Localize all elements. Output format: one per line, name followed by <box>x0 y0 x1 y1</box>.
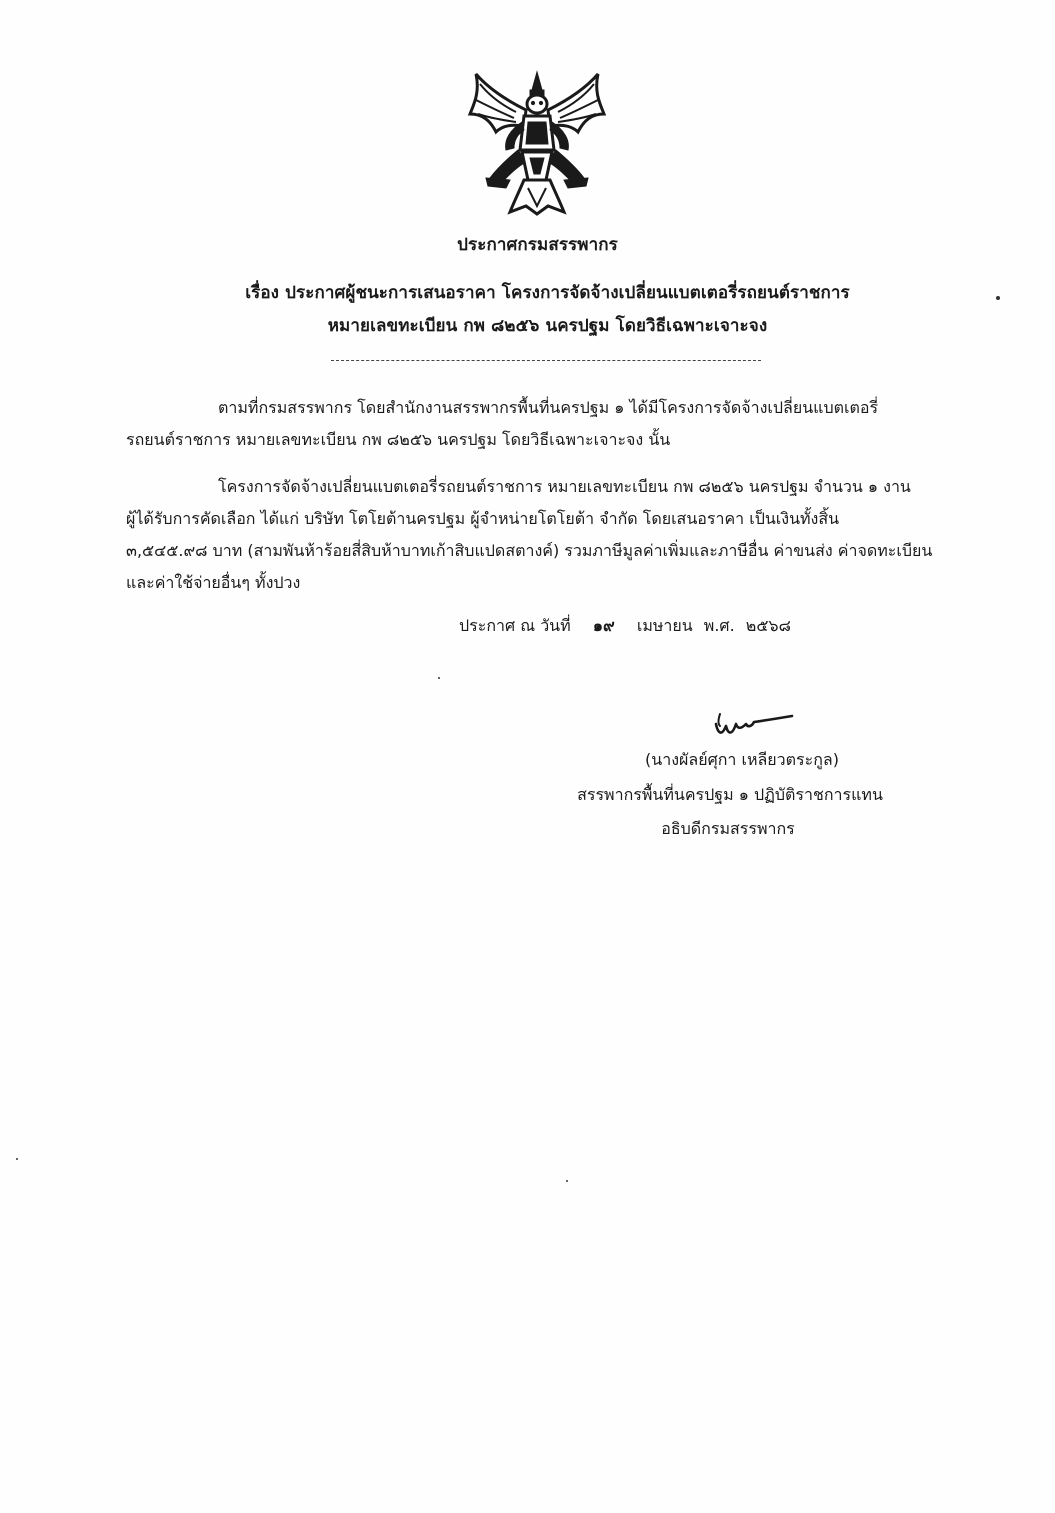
scan-speck <box>438 677 440 679</box>
date-year: ๒๕๖๘ <box>745 616 791 635</box>
scan-speck <box>16 1158 18 1160</box>
scan-speck <box>566 1180 568 1182</box>
paragraph-1-line-1: ตามที่กรมสรรพากร โดยสำนักงานสรรพากรพื้นที่นครปฐม ๑ ได้มีโครงการจัดจ้างเปลี่ยนแบตเตอรี่ <box>218 398 879 417</box>
paragraph-1-line-2: รถยนต์ราชการ หมายเลขทะเบียน กพ ๘๒๕๖ นครปฐม โดยวิธีเฉพาะเจาะจง นั้น <box>126 430 671 449</box>
paragraph-2-line-1: โครงการจัดจ้างเปลี่ยนแบตเตอรี่รถยนต์ราชการ หมายเลขทะเบียน กพ ๘๒๕๖ นครปฐม จำนวน ๑ งาน <box>218 477 911 496</box>
handwritten-signature-icon <box>712 704 796 748</box>
paragraph-2-line-4: และค่าใช้จ่ายอื่นๆ ทั้งปวง <box>126 573 301 592</box>
date-day: ๑๙ <box>592 616 615 635</box>
scan-speck <box>996 296 1000 300</box>
date-era: พ.ศ. <box>703 616 735 635</box>
paragraph-2-line-3: ๓,๕๔๕.๙๘ บาท (สามพันห้าร้อยสี่สิบห้าบาทเก้าสิบแปดสตางค์) รวมภาษีมูลค่าเพิ่มและภาษีอื่น ค่าขนส่ง ค่าจดทะเบียน <box>126 541 933 560</box>
body-paragraph-1 <box>126 392 971 456</box>
signatory-name: (นางผัลย์ศุกา เหลียวตระกูล) <box>645 750 839 769</box>
announcement-subject: เรื่อง ประกาศผู้ชนะการเสนอราคา โครงการจัดจ้างเปลี่ยนแบตเตอรี่รถยนต์ราชการ <box>245 283 850 303</box>
announcement-subject-continued: หมายเลขทะเบียน กพ ๘๒๕๖ นครปฐม โดยวิธีเฉพาะเจาะจง <box>327 316 768 336</box>
date-prefix: ประกาศ ณ วันที่ <box>459 616 571 635</box>
announcement-date <box>459 614 797 639</box>
signatory-position-continued: อธิบดีกรมสรรพากร <box>661 819 795 838</box>
announcement-organization: ประกาศกรมสรรพากร <box>457 235 618 255</box>
garuda-emblem-icon <box>466 70 608 216</box>
signatory-position: สรรพากรพื้นที่นครปฐม ๑ ปฏิบัติราชการแทน <box>577 785 883 804</box>
paragraph-2-line-2: ผู้ได้รับการคัดเลือก ได้แก่ บริษัท โตโยต้านครปฐม ผู้จำหน่ายโตโยต้า จำกัด โดยเสนอราคา เป็นเงินทั้งสิ้น <box>126 509 840 528</box>
date-month: เมษายน <box>636 616 693 635</box>
dashed-separator <box>331 360 761 361</box>
body-paragraph-2 <box>126 471 971 599</box>
